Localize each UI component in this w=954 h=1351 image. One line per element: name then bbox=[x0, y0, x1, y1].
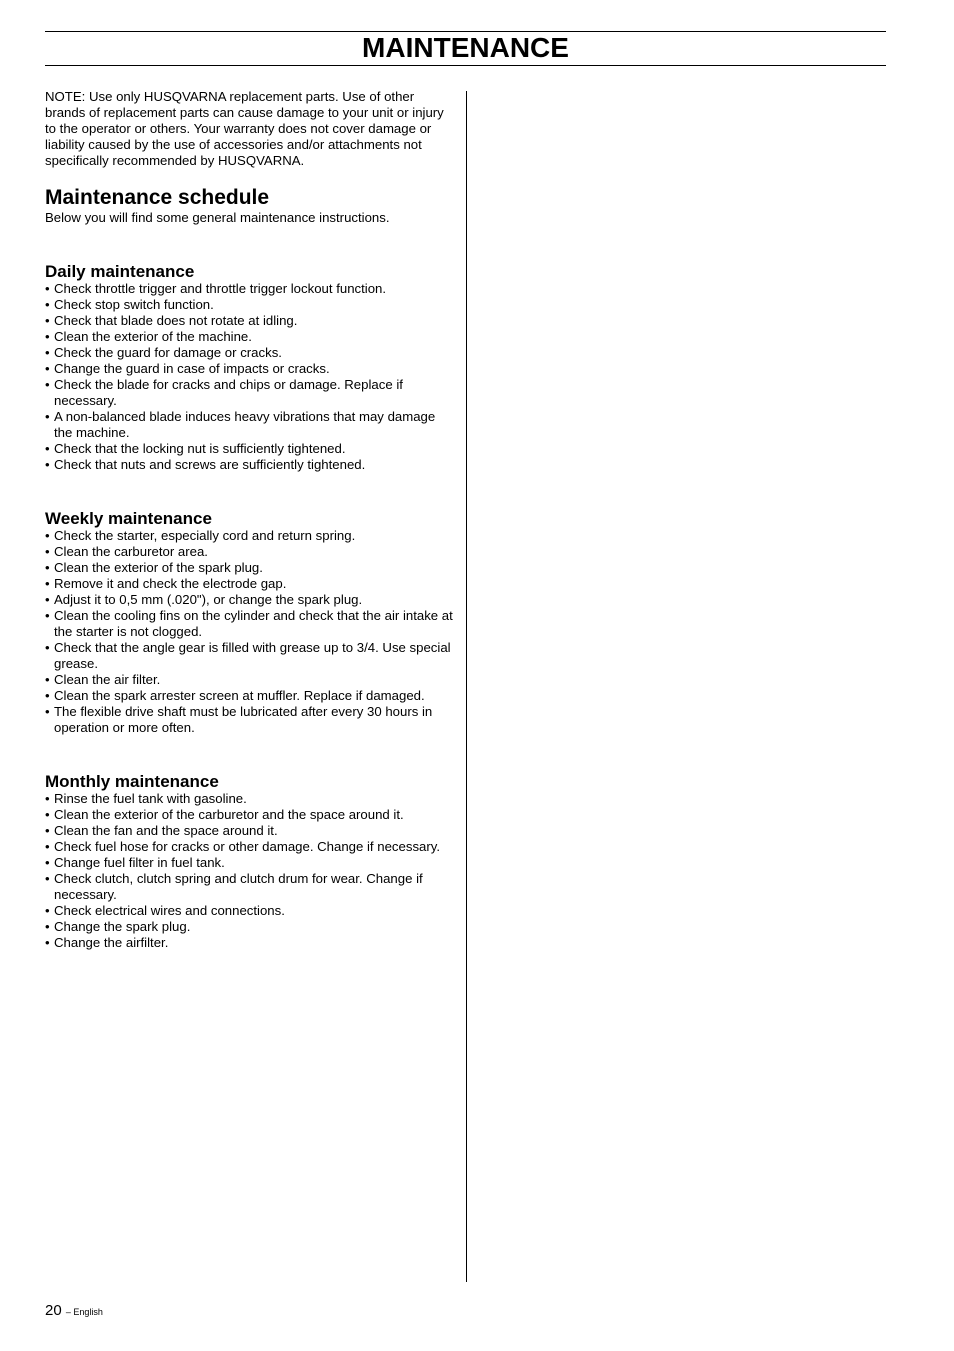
list-item bbox=[45, 871, 457, 903]
list-item-text: Check that blade does not rotate at idling. bbox=[54, 313, 298, 328]
list-item bbox=[45, 560, 457, 576]
bullet-icon: • bbox=[45, 409, 50, 424]
list-item bbox=[45, 528, 457, 544]
bullet-icon: • bbox=[45, 823, 50, 838]
list-item bbox=[45, 297, 457, 313]
bullet-icon: • bbox=[45, 807, 50, 822]
list-item bbox=[45, 544, 457, 560]
list-item-text: Check the guard for damage or cracks. bbox=[54, 345, 282, 360]
bullet-icon: • bbox=[45, 903, 50, 918]
bullet-icon: • bbox=[45, 704, 50, 719]
bullet-icon: • bbox=[45, 361, 50, 376]
list-item-text: Check the blade for cracks and chips or damage. Replace if necessary. bbox=[54, 377, 403, 408]
note-paragraph: NOTE: Use only HUSQVARNA replacement parts. Use of other brands of replacement parts can cause damage to your unit or injury to the operator or others. Your warranty does not cover damage or liability caused by the use of accessories and/or attachments not specifically recommended by HUSQVARNA. bbox=[45, 89, 444, 168]
list-item bbox=[45, 807, 457, 823]
bullet-icon: • bbox=[45, 608, 50, 623]
bullet-icon: • bbox=[45, 345, 50, 360]
bullet-icon: • bbox=[45, 839, 50, 854]
header-bottom-rule bbox=[45, 65, 886, 66]
monthly-maintenance-list bbox=[45, 791, 457, 951]
footer-language: – English bbox=[65, 1307, 103, 1317]
list-item bbox=[45, 688, 457, 704]
list-item bbox=[45, 313, 457, 329]
list-item-text: Check that the locking nut is sufficiently tightened. bbox=[54, 441, 346, 456]
daily-maintenance-list bbox=[45, 281, 457, 473]
list-item-text: Rinse the fuel tank with gasoline. bbox=[54, 791, 247, 806]
list-item-text: Check fuel hose for cracks or other damage. Change if necessary. bbox=[54, 839, 441, 854]
list-item-text: Remove it and check the electrode gap. bbox=[54, 576, 287, 591]
weekly-maintenance-heading: Weekly maintenance bbox=[45, 509, 212, 528]
list-item bbox=[45, 329, 457, 345]
list-item-text: Check the starter, especially cord and return spring. bbox=[54, 528, 356, 543]
list-item bbox=[45, 855, 457, 871]
list-item-text: Adjust it to 0,5 mm (.020"), or change the spark plug. bbox=[54, 592, 363, 607]
bullet-icon: • bbox=[45, 281, 50, 296]
list-item bbox=[45, 903, 457, 919]
bullet-icon: • bbox=[45, 935, 50, 950]
list-item bbox=[45, 576, 457, 592]
list-item-text: Clean the exterior of the spark plug. bbox=[54, 560, 263, 575]
bullet-icon: • bbox=[45, 329, 50, 344]
bullet-icon: • bbox=[45, 871, 50, 886]
list-item bbox=[45, 935, 457, 951]
list-item-text: Check stop switch function. bbox=[54, 297, 214, 312]
column-divider bbox=[466, 91, 467, 1282]
list-item-text: Check clutch, clutch spring and clutch drum for wear. Change if necessary. bbox=[54, 871, 423, 902]
list-item-text: Check throttle trigger and throttle trigger lockout function. bbox=[54, 281, 387, 296]
bullet-icon: • bbox=[45, 544, 50, 559]
bullet-icon: • bbox=[45, 528, 50, 543]
list-item-text: Clean the spark arrester screen at muffler. Replace if damaged. bbox=[54, 688, 425, 703]
list-item-text: Clean the fan and the space around it. bbox=[54, 823, 278, 838]
list-item bbox=[45, 640, 457, 672]
list-item bbox=[45, 457, 457, 473]
list-item-text: Change the guard in case of impacts or cracks. bbox=[54, 361, 330, 376]
list-item bbox=[45, 791, 457, 807]
bullet-icon: • bbox=[45, 855, 50, 870]
list-item bbox=[45, 704, 457, 736]
list-item-text: Clean the cooling fins on the cylinder and check that the air intake at the starter is not clogged. bbox=[54, 608, 453, 639]
list-item bbox=[45, 823, 457, 839]
list-item bbox=[45, 608, 457, 640]
list-item bbox=[45, 919, 457, 935]
list-item-text: Check electrical wires and connections. bbox=[54, 903, 285, 918]
list-item-text: The flexible drive shaft must be lubricated after every 30 hours in operation or more often. bbox=[54, 704, 433, 735]
list-item-text: Check that the angle gear is filled with grease up to 3/4. Use special grease. bbox=[54, 640, 451, 671]
daily-maintenance-heading: Daily maintenance bbox=[45, 262, 195, 281]
list-item bbox=[45, 377, 457, 409]
list-item-text: Clean the carburetor area. bbox=[54, 544, 208, 559]
bullet-icon: • bbox=[45, 377, 50, 392]
bullet-icon: • bbox=[45, 791, 50, 806]
list-item bbox=[45, 345, 457, 361]
bullet-icon: • bbox=[45, 688, 50, 703]
weekly-maintenance-list bbox=[45, 528, 457, 736]
schedule-intro: Below you will find some general maintenance instructions. bbox=[45, 210, 390, 225]
list-item-text: A non-balanced blade induces heavy vibrations that may damage the machine. bbox=[54, 409, 436, 440]
list-item bbox=[45, 839, 457, 855]
list-item-text: Change fuel filter in fuel tank. bbox=[54, 855, 225, 870]
list-item-text: Change the airfilter. bbox=[54, 935, 169, 950]
list-item-text: Clean the exterior of the carburetor and the space around it. bbox=[54, 807, 404, 822]
bullet-icon: • bbox=[45, 297, 50, 312]
list-item bbox=[45, 592, 457, 608]
bullet-icon: • bbox=[45, 592, 50, 607]
monthly-maintenance-heading: Monthly maintenance bbox=[45, 772, 219, 791]
bullet-icon: • bbox=[45, 640, 50, 655]
list-item-text: Clean the air filter. bbox=[54, 672, 161, 687]
bullet-icon: • bbox=[45, 672, 50, 687]
maintenance-schedule-heading: Maintenance schedule bbox=[45, 186, 270, 209]
list-item-text: Check that nuts and screws are sufficiently tightened. bbox=[54, 457, 366, 472]
bullet-icon: • bbox=[45, 919, 50, 934]
list-item bbox=[45, 409, 457, 441]
list-item bbox=[45, 281, 457, 297]
left-column bbox=[45, 89, 457, 951]
bullet-icon: • bbox=[45, 576, 50, 591]
list-item bbox=[45, 361, 457, 377]
list-item-text: Clean the exterior of the machine. bbox=[54, 329, 252, 344]
bullet-icon: • bbox=[45, 457, 50, 472]
bullet-icon: • bbox=[45, 313, 50, 328]
page-footer bbox=[45, 1302, 103, 1321]
bullet-icon: • bbox=[45, 560, 50, 575]
list-item bbox=[45, 672, 457, 688]
page-number: 20 bbox=[45, 1302, 62, 1319]
bullet-icon: • bbox=[45, 441, 50, 456]
list-item-text: Change the spark plug. bbox=[54, 919, 191, 934]
list-item bbox=[45, 441, 457, 457]
page-title: MAINTENANCE bbox=[362, 32, 569, 63]
